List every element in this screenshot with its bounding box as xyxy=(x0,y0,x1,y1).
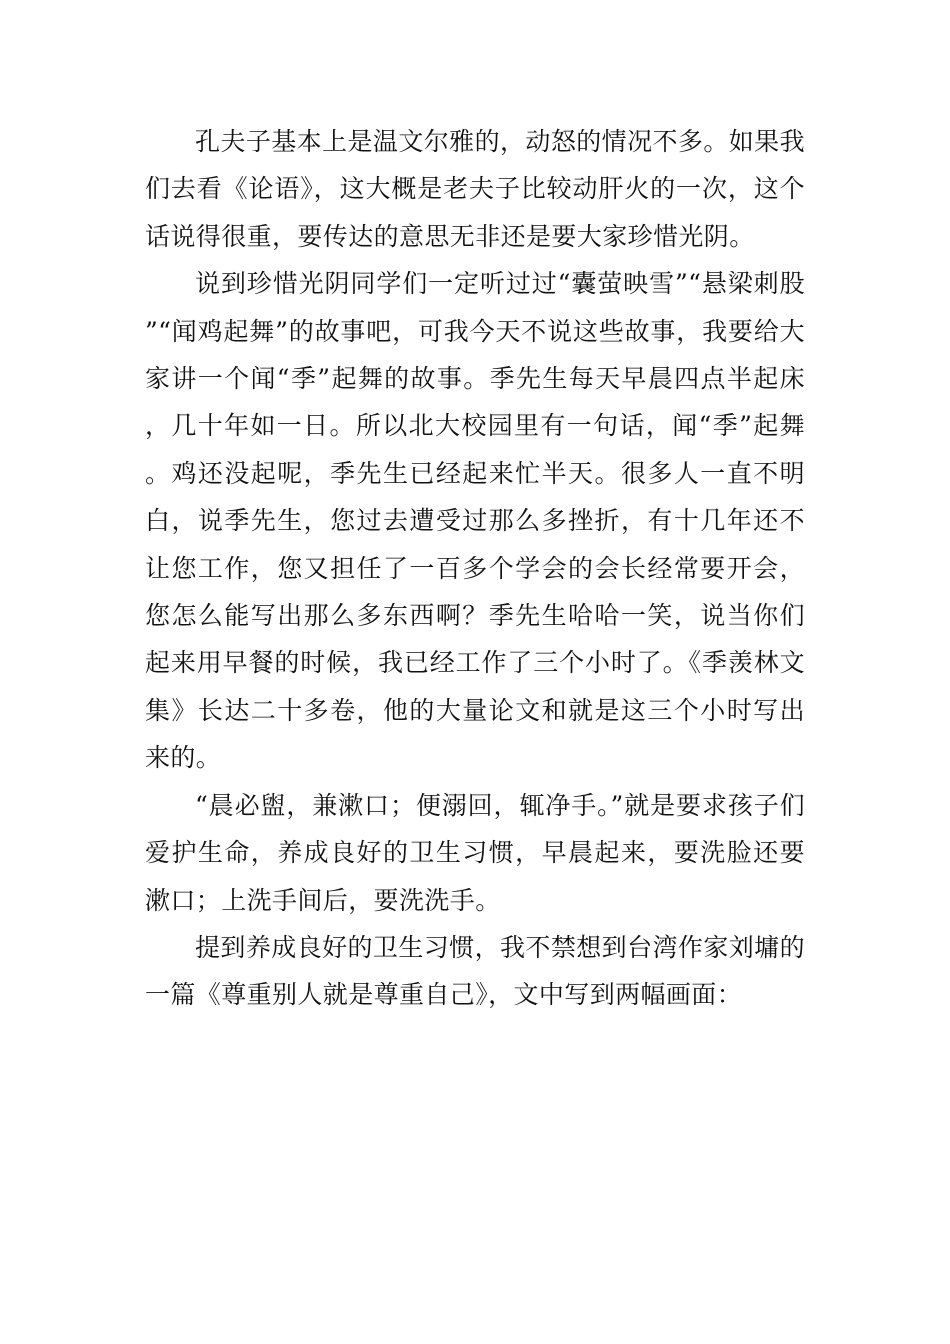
paragraph-ji-xianlin: 说到珍惜光阴同学们一定听过过“囊萤映雪”“悬梁刺股”“闻鸡起舞”的故事吧，可我今天不说这些故事，我要给大家讲一个闻“季”起舞的故事。季先生每天早晨四点半起床，几十年如一日。所以北大校园里有一句话，闻“季”起舞。鸡还没起呢，季先生已经起来忙半天。很多人一直不明白，说季先生，您过去遭受过那么多挫折，有十几年还不让您工作，您又担任了一百多个学会的会长经常要开会，您怎么能写出那么多东西啊？季先生哈哈一笑，说当你们起来用早餐的时候，我已经工作了三个小时了。《季羡林文集》长达二十多卷，他的大量论文和就是这三个小时写出来的。 xyxy=(145,269,805,773)
paragraph-liu-yong: 提到养成良好的卫生习惯，我不禁想到台湾作家刘墉的一篇《尊重别人就是尊重自己》，文中写到两幅画面： xyxy=(145,932,805,1010)
paragraph-confucius: 孔夫子基本上是温文尔雅的，动怒的情况不多。如果我们去看《论语》，这大概是老夫子比较动肝火的一次，这个话说得很重，要传达的意思无非还是要大家珍惜光阴。 xyxy=(145,127,805,251)
paragraph-hygiene-quote: “晨必盥，兼漱口；便溺回，辄净手。”就是要求孩子们爱护生命，养成良好的卫生习惯，早晨起来，要洗脸还要漱口；上洗手间后，要洗洗手。 xyxy=(145,790,805,915)
body-text xyxy=(145,118,805,1019)
